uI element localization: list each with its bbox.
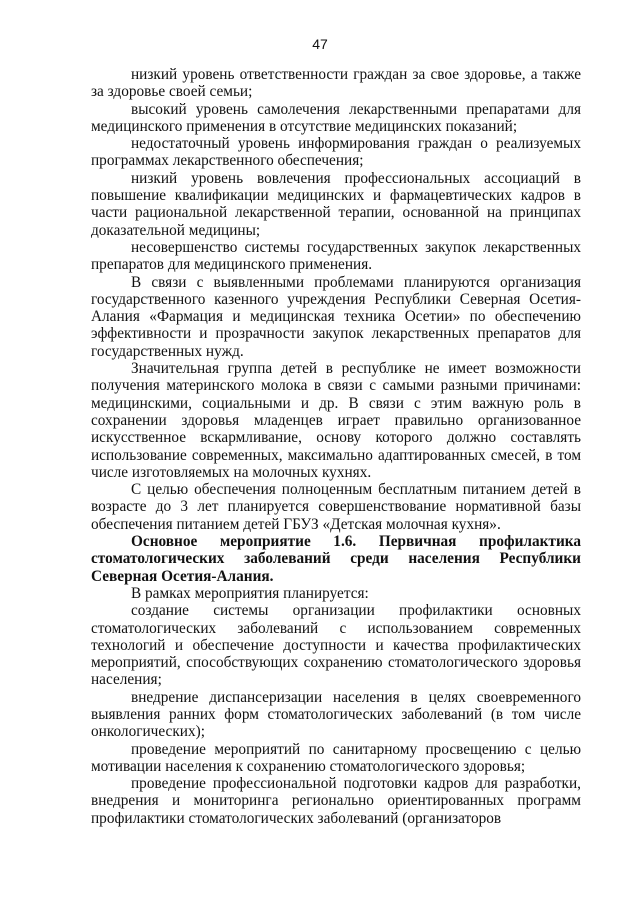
- paragraph-infant-feeding: Значительная группа детей в республике не имеет возможности получения материнского молока в связи с самыми разными причинами: медицинскими, социальными и др. В связи с этим важную роль в сохранении здоровья младенцев играет правильно организованное искусственное вскармливание, основу которого должно составлять использование современных, максимально адаптированных смесей, в том числе изготовляемых на молочных кухнях.: [91, 360, 581, 481]
- paragraph-self-medication: высокий уровень самолечения лекарственными препаратами для медицинского применения в отсутствие медицинских показаний;: [91, 100, 581, 135]
- section-heading-1-6: Основное мероприятие 1.6. Первичная профилактика стоматологических заболеваний среди населения Республики Северная Осетия-Алания.: [91, 533, 581, 585]
- paragraph-low-responsibility: низкий уровень ответственности граждан за свое здоровье, а также за здоровье своей семьи;: [91, 66, 581, 101]
- paragraph-procurement-imperfection: несовершенство системы государственных закупок лекарственных препаратов для медицинского применения.: [91, 238, 581, 274]
- paragraph-planned-intro: В рамках мероприятия планируется:: [131, 584, 369, 602]
- paragraph-pharmacy-institution: В связи с выявленными проблемами планируются организация государственного казенного учреждения Республики Северная Осетия-Алания «Фармация и медицинская техника Осетии» по обеспечению эффективности и прозрачности закупок лекарственных препаратов для государственных нужд.: [91, 273, 581, 360]
- paragraph-professional-associations: низкий уровень вовлечения профессиональных ассоциаций в повышение квалификации медицинских и фармацевтических кадров в части рациональной лекарственной терапии, основанной на принципах доказательной медицины;: [91, 169, 581, 239]
- paragraph-free-nutrition: С целью обеспечения полноценным бесплатным питанием детей в возрасте до 3 лет планируется совершенствование нормативной базы обеспечения питанием детей ГБУЗ «Детская молочная кухня».: [91, 481, 581, 533]
- paragraph-staff-training: проведение профессиональной подготовки кадров для разработки, внедрения и мониторинга регионально ориентированных программ профилактики стоматологических заболеваний (организаторов: [91, 775, 581, 827]
- document-body: [91, 66, 581, 827]
- paragraph-prevention-system: создание системы организации профилактики основных стоматологических заболеваний с использованием современных технологий и обеспечение доступности и качества профилактических мероприятий, способствующих сохранению стоматологического здоровья населения;: [91, 602, 581, 689]
- paragraph-dispensarization: внедрение диспансеризации населения в целях своевременного выявления ранних форм стоматологических заболеваний (в том числе онкологических);: [91, 688, 581, 741]
- paragraph-insufficient-information: недостаточный уровень информирования граждан о реализуемых программах лекарственного обеспечения;: [91, 135, 581, 170]
- paragraph-sanitary-education: проведение мероприятий по санитарному просвещению с целью мотивации населения к сохранению стоматологического здоровья;: [91, 740, 581, 775]
- page-number: 47: [312, 36, 328, 52]
